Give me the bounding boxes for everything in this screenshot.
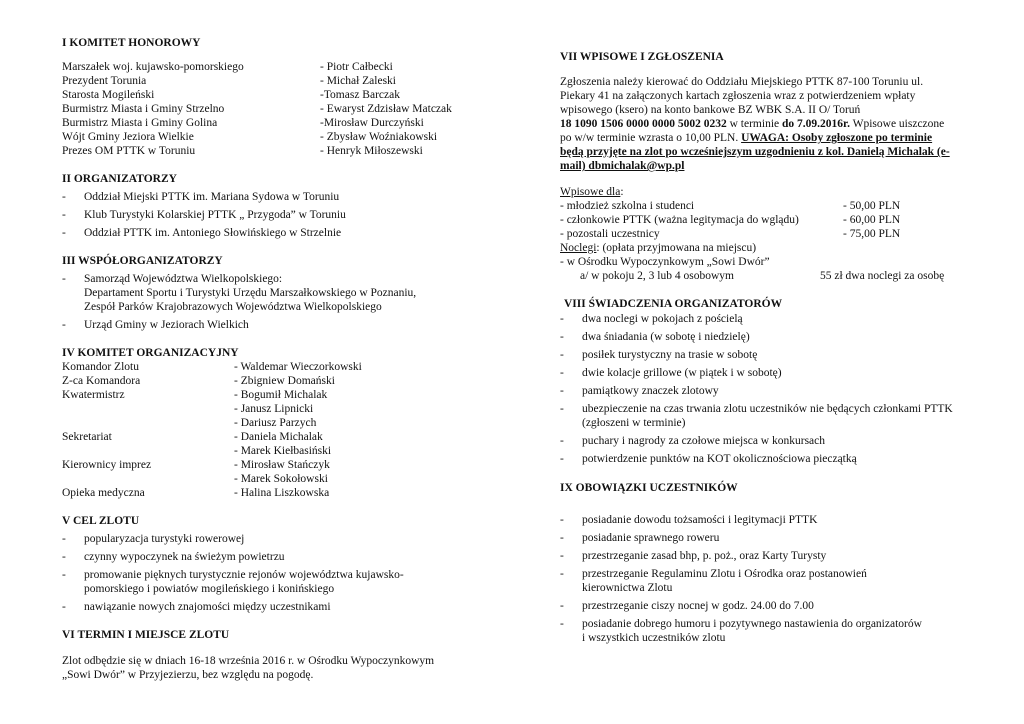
bullet-dash: -	[560, 435, 564, 447]
contact-email: mail) dbmichalak@wp.pl	[560, 160, 685, 172]
committee-name: - Zbigniew Domański	[234, 375, 335, 387]
honorary-role: Starosta Mogileński	[62, 89, 155, 101]
list-item: posiłek turystyczny na trasie w sobotę	[582, 349, 758, 361]
list-item: posiadanie dowodu tożsamości i legitymacji PTTK	[582, 514, 818, 526]
section-5-title: V CEL ZLOTU	[62, 515, 140, 527]
bullet-dash: -	[62, 273, 66, 285]
committee-name: - Janusz Lipnicki	[234, 403, 314, 415]
paragraph-line: wpisowego (ksero) na konto bankowe BZ WBK S.A. II O/ Toruń	[560, 104, 861, 116]
warning-text: będą przyjęte na zlot po wcześniejszym uzgodnieniu z kol. Danielą Michalak (e-	[560, 146, 950, 158]
list-item: popularyzacja turystyki rowerowej	[84, 533, 245, 545]
fee-price: - 75,00 PLN	[843, 228, 901, 240]
committee-role: Z-ca Komandora	[62, 375, 141, 387]
honorary-name: - Ewaryst Zdzisław Matczak	[320, 103, 452, 115]
list-item: ubezpieczenie na czas trwania zlotu uczestników nie będących członkami PTTK	[582, 403, 953, 415]
text: w terminie	[726, 118, 782, 130]
list-item: przestrzeganie zasad bhp, p. poż., oraz Karty Turysty	[582, 550, 827, 562]
list-item-line: Zespół Parków Krajobrazowych Województwa Wielkopolskiego	[84, 301, 382, 313]
fee-label: - pozostali uczestnicy	[560, 228, 660, 240]
section-7-title: VII WPISOWE I ZGŁOSZENIA	[560, 51, 724, 63]
paragraph-line: „Sowi Dwór” w Przyjezierzu, bez względu na pogodę.	[62, 669, 314, 681]
committee-name: - Daniela Michalak	[234, 431, 323, 443]
fee-label: - członkowie PTTK (ważna legitymacja do wglądu)	[560, 214, 799, 226]
lodging-label: Noclegi	[560, 242, 597, 254]
list-item: posiadanie dobrego humoru i pozytywnego nastawienia do organizatorów	[582, 618, 922, 630]
list-item: przestrzeganie Regulaminu Zlotu i Ośrodka oraz postanowień	[582, 568, 867, 580]
bullet-dash: -	[62, 533, 66, 545]
bullet-dash: -	[560, 514, 564, 526]
committee-name: - Marek Sokołowski	[234, 473, 328, 485]
honorary-role: Prezydent Torunia	[62, 75, 147, 87]
warning-text: UWAGA: Osoby zgłoszone po terminie	[741, 132, 933, 144]
list-item: nawiązanie nowych znajomości między uczestnikami	[84, 601, 331, 613]
section-6-title: VI TERMIN I MIEJSCE ZLOTU	[62, 629, 230, 641]
section-9-title: IX OBOWIĄZKI UCZESTNIKÓW	[560, 482, 738, 494]
section-2-title: II ORGANIZATORZY	[62, 173, 177, 185]
honorary-name: - Michał Zaleski	[320, 75, 397, 87]
paragraph-line: Zgłoszenia należy kierować do Oddziału Miejskiego PTTK 87-100 Toruniu ul.	[560, 76, 924, 88]
list-item: Oddział PTTK im. Antoniego Słowińskiego w Strzelnie	[84, 227, 342, 239]
lodging-note: : (opłata przyjmowana na miejscu)	[596, 242, 757, 254]
honorary-role: Prezes OM PTTK w Toruniu	[62, 145, 196, 157]
list-item-line: Departament Sportu i Turystyki Urzędu Marszałkowskiego w Poznaniu,	[84, 287, 417, 299]
committee-name: - Bogumił Michalak	[234, 389, 328, 401]
text: Wpisowe uiszczone	[849, 118, 945, 130]
section-8-title: VIII ŚWIADCZENIA ORGANIZATORÓW	[564, 298, 783, 310]
fee-price: - 60,00 PLN	[843, 214, 901, 226]
bank-account-number: 18 1090 1506 0000 0000 5002 0232	[560, 118, 727, 130]
list-item: czynny wypoczynek na świeżym powietrzu	[84, 551, 285, 563]
paragraph-line	[560, 131, 932, 145]
bullet-dash: -	[62, 601, 66, 613]
honorary-role: Burmistrz Miasta i Gminy Golina	[62, 117, 218, 129]
fee-header	[560, 185, 624, 199]
lodging-header	[560, 241, 756, 255]
lodging-price: 55 zł dwa noclegi za osobę	[820, 270, 945, 282]
bullet-dash: -	[62, 551, 66, 563]
committee-name: - Waldemar Wieczorkowski	[234, 361, 362, 373]
fee-label: - młodzież szkolna i studenci	[560, 200, 695, 212]
list-item: Oddział Miejski PTTK im. Mariana Sydowa w Toruniu	[84, 191, 340, 203]
bullet-dash: -	[62, 209, 66, 221]
honorary-name: - Piotr Całbecki	[320, 61, 393, 73]
list-item-line: (zgłoszeni w terminie)	[582, 417, 686, 429]
bullet-dash: -	[62, 227, 66, 239]
fee-price: - 50,00 PLN	[843, 200, 901, 212]
list-item: promowanie pięknych turystycznie rejonów województwa kujawsko-	[84, 569, 404, 581]
bullet-dash: -	[560, 313, 564, 325]
list-item-line: kierownictwa Zlotu	[582, 582, 673, 594]
honorary-name: - Henryk Miłoszewski	[320, 145, 423, 157]
bullet-dash: -	[560, 600, 564, 612]
committee-name: - Halina Liszkowska	[234, 487, 330, 499]
honorary-name: -Mirosław Durczyński	[320, 117, 424, 129]
honorary-role: Burmistrz Miasta i Gminy Strzelno	[62, 103, 225, 115]
list-item-line: pomorskiego i powiatów mogileńskiego i konińskiego	[84, 583, 335, 595]
list-item-line: i wszystkich uczestników zlotu	[582, 632, 726, 644]
committee-role: Kwatermistrz	[62, 389, 125, 401]
lodging-room: a/ w pokoju 2, 3 lub 4 osobowym	[580, 270, 734, 282]
paragraph-line: Zlot odbędzie się w dniach 16-18 września 2016 r. w Ośrodku Wypoczynkowym	[62, 655, 435, 667]
bullet-dash: -	[62, 569, 66, 581]
list-item: dwie kolacje grillowe (w piątek i w sobotę)	[582, 367, 782, 379]
honorary-role: Wójt Gminy Jeziora Wielkie	[62, 131, 194, 143]
text: po w/w terminie wzrasta o 10,00 PLN.	[560, 132, 742, 144]
fee-header-label: Wpisowe dla	[560, 186, 621, 198]
section-3-title: III WSPÓŁORGANIZATORZY	[62, 255, 223, 267]
list-item: Urząd Gminy w Jeziorach Wielkich	[84, 319, 249, 331]
list-item: posiadanie sprawnego roweru	[582, 532, 720, 544]
paragraph-line: Piekary 41 na załączonych kartach zgłoszenia wraz z potwierdzeniem wpłaty	[560, 90, 916, 102]
list-item: dwa śniadania (w sobotę i niedzielę)	[582, 331, 750, 343]
list-item: pamiątkowy znaczek zlotowy	[582, 385, 719, 397]
honorary-name: - Zbysław Woźniakowski	[320, 131, 438, 143]
section-1-title: I KOMITET HONOROWY	[62, 37, 201, 49]
committee-role: Kierownicy imprez	[62, 459, 152, 471]
list-item: puchary i nagrody za czołowe miejsca w konkursach	[582, 435, 826, 447]
lodging-place: - w Ośrodku Wypoczynkowym „Sowi Dwór”	[560, 256, 770, 268]
committee-name: - Mirosław Stańczyk	[234, 459, 330, 471]
honorary-role: Marszałek woj. kujawsko-pomorskiego	[62, 61, 244, 73]
bullet-dash: -	[560, 618, 564, 630]
committee-name: - Dariusz Parzych	[234, 417, 317, 429]
honorary-name: -Tomasz Barczak	[320, 89, 400, 101]
bullet-dash: -	[560, 532, 564, 544]
bullet-dash: -	[560, 385, 564, 397]
bullet-dash: -	[560, 403, 564, 415]
list-item-line: Samorząd Województwa Wielkopolskiego:	[84, 273, 283, 285]
bullet-dash: -	[560, 453, 564, 465]
deadline-date: do 7.09.2016r.	[782, 118, 850, 130]
section-4-title: IV KOMITET ORGANIZACYJNY	[62, 347, 239, 359]
list-item: przestrzeganie ciszy nocnej w godz. 24.00 do 7.00	[582, 600, 814, 612]
bullet-dash: -	[62, 191, 66, 203]
list-item: Klub Turystyki Kolarskiej PTTK „ Przygoda” w Toruniu	[84, 209, 346, 221]
bullet-dash: -	[62, 319, 66, 331]
bullet-dash: -	[560, 331, 564, 343]
committee-role: Sekretariat	[62, 431, 112, 443]
bullet-dash: -	[560, 568, 564, 580]
committee-role: Opieka medyczna	[62, 487, 145, 499]
committee-role: Komandor Zlotu	[62, 361, 139, 373]
list-item: dwa noclegi w pokojach z pościelą	[582, 313, 743, 325]
list-item: potwierdzenie punktów na KOT okolicznościowa pieczątką	[582, 453, 857, 465]
text: :	[620, 186, 624, 198]
bullet-dash: -	[560, 367, 564, 379]
bullet-dash: -	[560, 550, 564, 562]
bank-account-line	[560, 117, 944, 131]
committee-name: - Marek Kiełbasiński	[234, 445, 332, 457]
bullet-dash: -	[560, 349, 564, 361]
